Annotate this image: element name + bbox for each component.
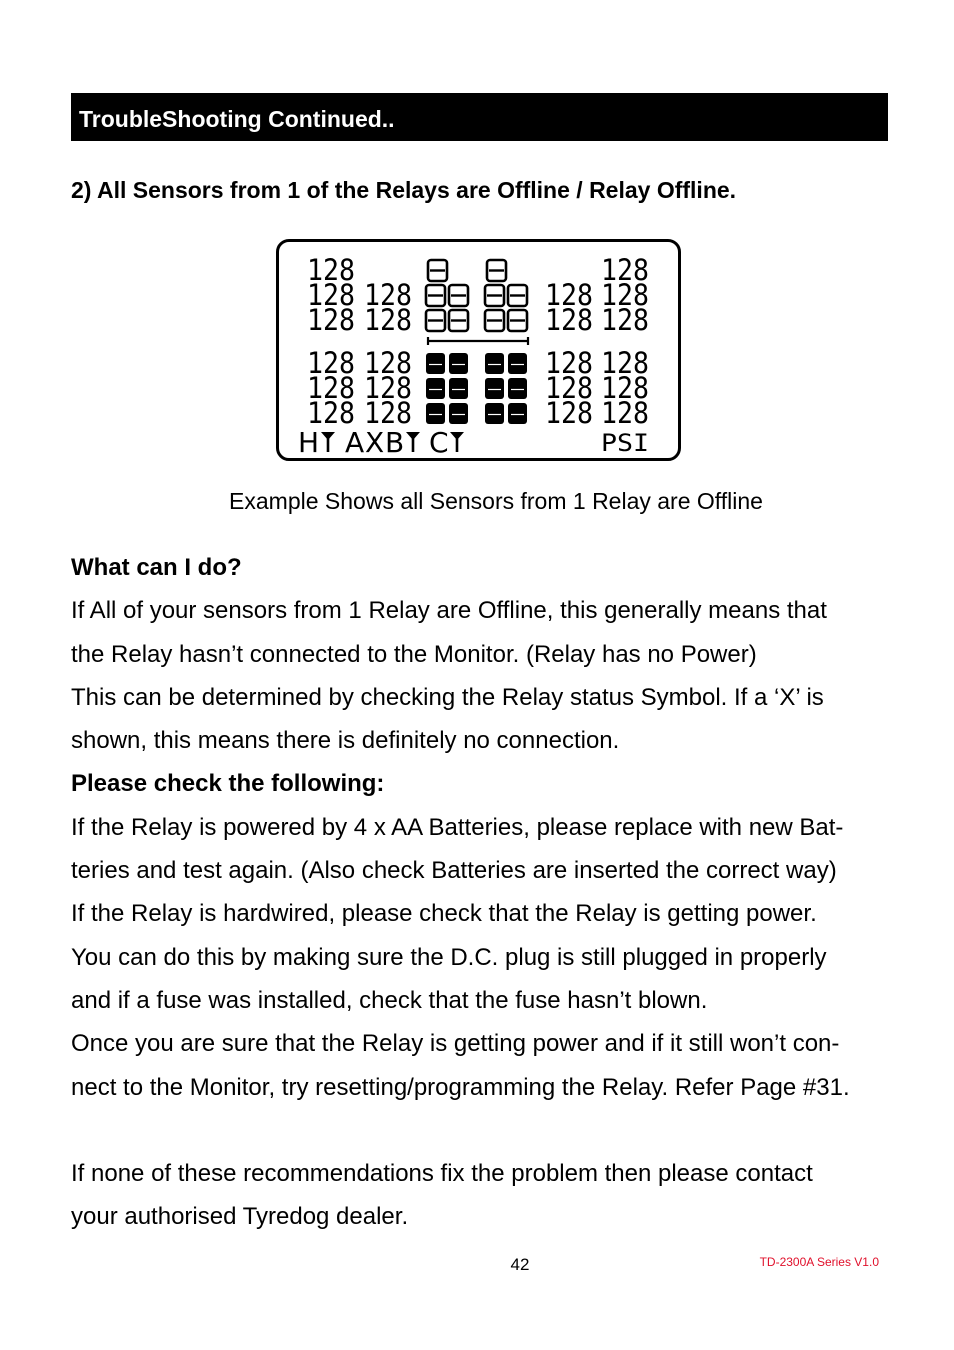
tyre-icon [426, 310, 445, 331]
paragraph-line: teries and test again. (Also check Batteries are inserted the correct way) [71, 857, 837, 885]
pressure-reading: 128 [307, 253, 355, 287]
relay-label-a: A [345, 426, 365, 458]
lcd-display-graphic [279, 242, 678, 458]
pressure-reading: 128 [601, 346, 649, 380]
pressure-reading: 128 [601, 371, 649, 405]
figure-caption-text: Example Shows all Sensors from 1 Relay are Offline [229, 488, 763, 514]
paragraph-line: This can be determined by checking the Relay status Symbol. If a ‘X’ is [71, 683, 824, 711]
relay-label-c: C [429, 426, 449, 458]
paragraph-line: You can do this by making sure the D.C. plug is still plugged in properly [71, 943, 827, 971]
document-series-label: TD-2300A Series V1.0 [759, 1255, 879, 1269]
tyre-icon [508, 378, 527, 399]
tyre-icon [485, 403, 504, 424]
pressure-reading: 128 [307, 303, 355, 337]
section-heading: 2) All Sensors from 1 of the Relays are Offline / Relay Offline. [71, 177, 737, 203]
pressure-reading: 128 [545, 346, 593, 380]
paragraph-line: shown, this means there is definitely no connection. [71, 727, 620, 755]
tyre-icon [508, 353, 527, 374]
tyre-icon [485, 353, 504, 374]
pressure-reading: 128 [364, 371, 412, 405]
paragraph-line: and if a fuse was installed, check that the fuse hasn’t blown. [71, 986, 708, 1014]
page-number: 42 [510, 1255, 530, 1274]
tyre-icon [485, 378, 504, 399]
pressure-reading: 128 [364, 396, 412, 430]
subheading-line: What can I do? [71, 554, 242, 581]
paragraph-line [71, 1109, 921, 1152]
pressure-reading: 128 [545, 396, 593, 430]
relay-offline-mark: X [365, 426, 385, 458]
tyre-icon [426, 353, 445, 374]
pressure-reading: 128 [364, 278, 412, 312]
pressure-reading: 128 [307, 346, 355, 380]
section-banner: TroubleShooting Continued.. [71, 93, 888, 141]
relay-label-h: H [298, 426, 320, 458]
tyre-icon [426, 285, 445, 306]
paragraph-line: Once you are sure that the Relay is getting power and if it still won’t con- [71, 1030, 840, 1058]
tyre-icon [449, 285, 468, 306]
paragraph-line: the Relay hasn’t connected to the Monitor. (Relay has no Power) [71, 640, 757, 668]
tyre-icon [508, 403, 527, 424]
pressure-reading: 128 [307, 278, 355, 312]
tyre-icon [487, 260, 506, 281]
tyre-icon [426, 403, 445, 424]
paragraph-line: nect to the Monitor, try resetting/programming the Relay. Refer Page #31. [71, 1073, 850, 1101]
relay-label-b: B [385, 426, 405, 458]
tyre-icon [508, 310, 527, 331]
tyre-icon [449, 353, 468, 374]
pressure-reading: 128 [545, 303, 593, 337]
pressure-reading: 128 [307, 371, 355, 405]
tyre-icon [449, 310, 468, 331]
antenna-icon [450, 432, 464, 452]
tyre-icon [508, 285, 527, 306]
pressure-reading: 128 [601, 396, 649, 430]
tyre-icon [426, 378, 445, 399]
antenna-icon [406, 432, 420, 452]
pressure-reading: 128 [307, 396, 355, 430]
paragraph-line: your authorised Tyredog dealer. [71, 1203, 409, 1231]
tyre-icon [485, 310, 504, 331]
paragraph-line: If none of these recommendations fix the problem then please contact [71, 1160, 813, 1188]
paragraph-line: If the Relay is hardwired, please check that the Relay is getting power. [71, 900, 817, 928]
pressure-reading: 128 [545, 371, 593, 405]
antenna-icon [321, 432, 335, 452]
figure-caption [71, 486, 921, 516]
paragraph-line: If the Relay is powered by 4 x AA Batteries, please replace with new Bat- [71, 813, 844, 841]
pressure-unit: PSI [601, 429, 649, 457]
pressure-reading: 128 [601, 303, 649, 337]
subheading-line: Please check the following: [71, 770, 385, 798]
lcd-display-illustration [276, 239, 681, 461]
pressure-reading: 128 [545, 278, 593, 312]
pressure-reading: 128 [364, 346, 412, 380]
pressure-reading: 128 [601, 278, 649, 312]
body-text [71, 546, 921, 1239]
tyre-icon [449, 403, 468, 424]
tyre-icon [485, 285, 504, 306]
pressure-reading: 128 [601, 253, 649, 287]
tyre-icon [449, 378, 468, 399]
pressure-reading: 128 [364, 303, 412, 337]
paragraph-line: If All of your sensors from 1 Relay are Offline, this generally means that [71, 597, 827, 625]
tyre-icon [428, 260, 447, 281]
